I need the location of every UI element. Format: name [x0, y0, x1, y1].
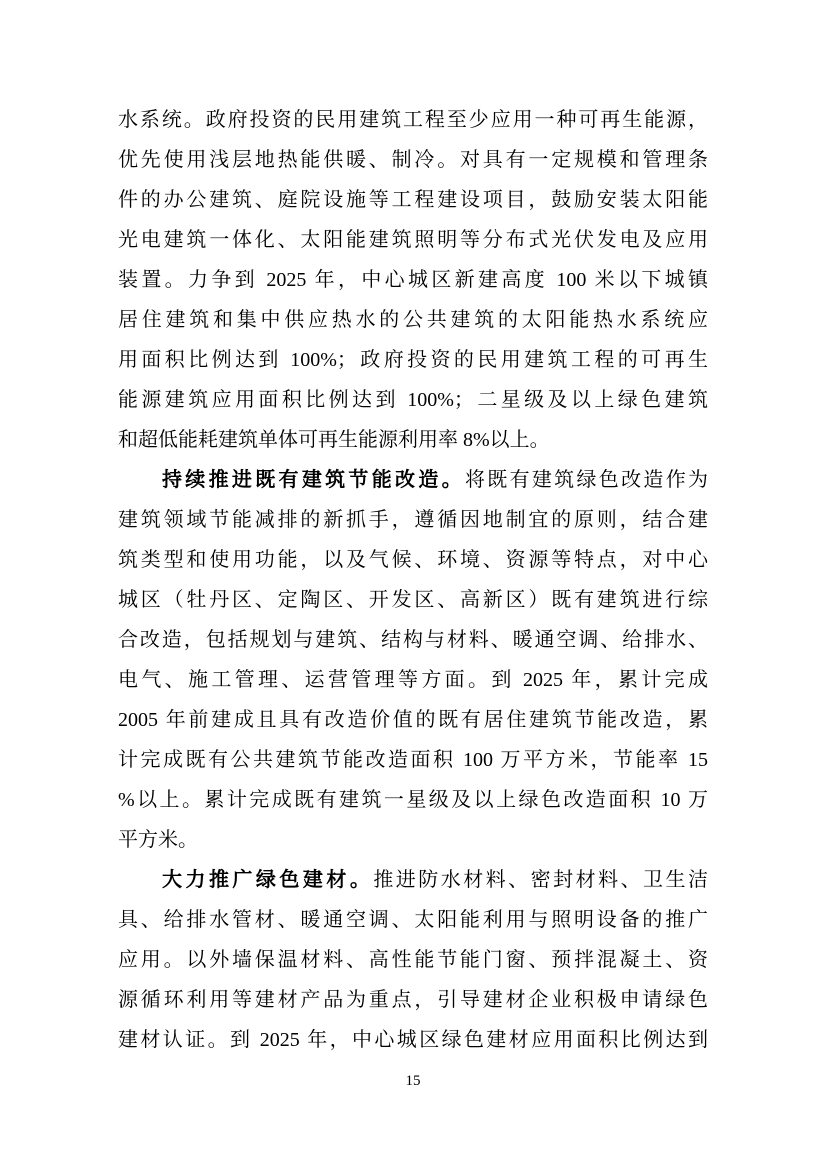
page-footer: [0, 1072, 826, 1090]
document-body: [118, 100, 708, 1060]
text-line: [118, 860, 708, 900]
text-line: 和超低能耗建筑单体可再生能源利用率 8%以上。: [118, 429, 550, 451]
text-line: 合改造，包括规划与建筑、结构与材料、暖通空调、给排水、: [118, 629, 708, 651]
text-line: 光电建筑一体化、太阳能建筑照明等分布式光伏发电及应用: [118, 229, 708, 251]
text-line: 平方米。: [118, 829, 198, 851]
paragraph-lead-rest: 将既有建筑绿色改造作为: [464, 469, 709, 491]
text-line: 计完成既有公共建筑节能改造面积 100 万平方米，节能率 15: [118, 749, 708, 771]
paragraph: [118, 100, 708, 460]
text-line: [118, 460, 708, 500]
paragraph-lead-bold: 持续推进既有建筑节能改造。: [162, 469, 465, 491]
text-line: 电气、施工管理、运营管理等方面。到 2025 年，累计完成: [118, 669, 708, 691]
text-line: 装置。力争到 2025 年，中心城区新建高度 100 米以下城镇: [118, 269, 708, 291]
text-line: 具、给排水管材、暖通空调、太阳能利用与照明设备的推广: [118, 909, 708, 931]
page-number: 15: [405, 1073, 421, 1089]
paragraph: [118, 460, 708, 860]
text-line: 能源建筑应用面积比例达到 100%；二星级及以上绿色建筑: [118, 389, 708, 411]
text-line: 筑类型和使用功能，以及气候、环境、资源等特点，对中心: [118, 549, 708, 571]
text-line: 用面积比例达到 100%；政府投资的民用建筑工程的可再生: [118, 349, 708, 371]
text-line: 建材认证。到 2025 年，中心城区绿色建材应用面积比例达到: [118, 1029, 708, 1051]
text-line: 应用。以外墙保温材料、高性能节能门窗、预拌混凝土、资: [118, 949, 708, 971]
text-line: 2005 年前建成且具有改造价值的既有居住建筑节能改造，累: [118, 709, 708, 731]
text-line: 水系统。政府投资的民用建筑工程至少应用一种可再生能源，: [118, 109, 708, 131]
text-line: 优先使用浅层地热能供暖、制冷。对具有一定规模和管理条: [118, 149, 708, 171]
text-line: 居住建筑和集中供应热水的公共建筑的太阳能热水系统应: [118, 309, 708, 331]
paragraph: [118, 860, 708, 1060]
text-line: 件的办公建筑、庭院设施等工程建设项目，鼓励安装太阳能: [118, 189, 708, 211]
text-line: 城区（牡丹区、定陶区、开发区、高新区）既有建筑进行综: [118, 589, 708, 611]
paragraph-lead-rest: 推进防水材料、密封材料、卫生洁: [373, 869, 709, 891]
text-line: 建筑领域节能减排的新抓手，遵循因地制宜的原则，结合建: [118, 509, 708, 531]
text-line: %以上。累计完成既有建筑一星级及以上绿色改造面积 10 万: [118, 789, 708, 811]
text-line: 源循环利用等建材产品为重点，引导建材企业积极申请绿色: [118, 989, 708, 1011]
paragraph-lead-bold: 大力推广绿色建材。: [162, 869, 374, 891]
